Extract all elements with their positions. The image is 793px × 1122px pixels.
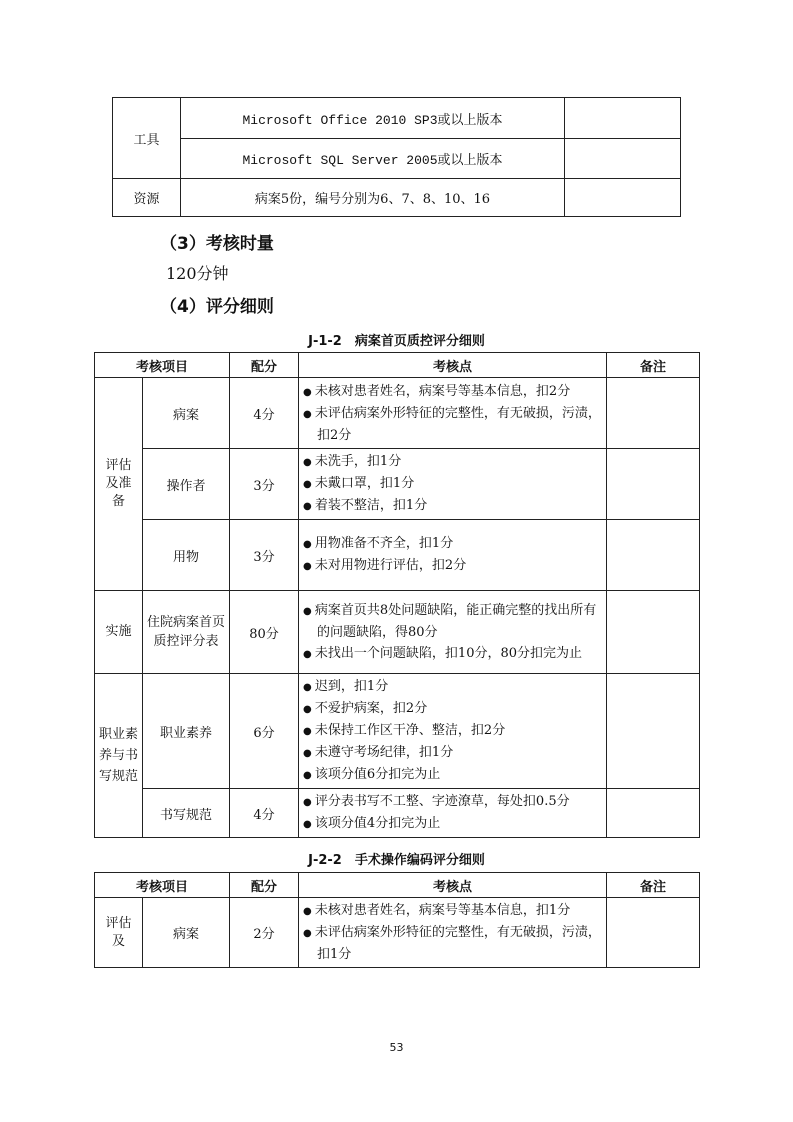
header-score: 配分	[230, 353, 299, 378]
score: 2分	[230, 898, 299, 968]
score: 4分	[230, 378, 299, 449]
group-assessment: 评估及	[95, 898, 143, 968]
header-item: 考核项目	[95, 873, 230, 898]
item: 病案	[143, 898, 230, 968]
points	[299, 789, 607, 838]
item: 操作者	[143, 449, 230, 520]
points	[299, 898, 607, 968]
item: 书写规范	[143, 789, 230, 838]
point: ● 未遵守考场纪律，扣1分	[303, 742, 602, 764]
point: ● 未核对患者姓名，病案号等基本信息，扣1分	[303, 900, 602, 922]
group-implementation: 实施	[95, 591, 143, 674]
group-assessment: 评估及准备	[95, 378, 143, 591]
table1-caption: J-1-2 病案首页质控评分细则	[308, 334, 485, 349]
point: ● 未找出一个问题缺陷，扣10分，80分扣完为止	[303, 643, 602, 665]
point: ● 该项分值6分扣完为止	[303, 764, 602, 786]
notes	[607, 898, 700, 968]
item: 病案	[143, 378, 230, 449]
notes	[607, 674, 700, 789]
empty-cell	[565, 179, 681, 217]
empty-cell	[565, 139, 681, 179]
scoring-table-1	[94, 352, 700, 838]
section-3-heading: （3）考核时量	[160, 234, 274, 254]
header-item: 考核项目	[95, 353, 230, 378]
header-points: 考核点	[299, 873, 607, 898]
notes	[607, 789, 700, 838]
environment-table	[112, 97, 681, 217]
point: ● 未对用物进行评估，扣2分	[303, 555, 602, 577]
score: 80分	[230, 591, 299, 674]
point: ● 该项分值4分扣完为止	[303, 813, 602, 835]
page-number: 53	[389, 1041, 404, 1054]
point: ● 用物准备不齐全，扣1分	[303, 533, 602, 555]
item: 用物	[143, 520, 230, 591]
tool-sql-server: Microsoft SQL Server 2005或以上版本	[181, 139, 565, 179]
header-points: 考核点	[299, 353, 607, 378]
tools-label: 工具	[113, 98, 181, 179]
points	[299, 674, 607, 789]
score: 3分	[230, 520, 299, 591]
header-notes: 备注	[607, 353, 700, 378]
point: ● 病案首页共8处问题缺陷，能正确完整的找出所有的问题缺陷，得80分	[303, 600, 602, 643]
header-notes: 备注	[607, 873, 700, 898]
point: ● 未评估病案外形特征的完整性，有无破损，污渍，扣1分	[303, 922, 602, 965]
points	[299, 449, 607, 520]
point: ● 迟到，扣1分	[303, 676, 602, 698]
resources-label: 资源	[113, 179, 181, 217]
point: ● 评分表书写不工整、字迹潦草，每处扣0.5分	[303, 791, 602, 813]
point: ● 未评估病案外形特征的完整性，有无破损，污渍，扣2分	[303, 403, 602, 446]
resources-value: 病案5份，编号分别为6、7、8、10、16	[181, 179, 565, 217]
notes	[607, 378, 700, 449]
point: ● 未核对患者姓名，病案号等基本信息，扣2分	[303, 381, 602, 403]
item: 住院病案首页质控评分表	[143, 591, 230, 674]
group-professionalism: 职业素养与书写规范	[95, 674, 143, 838]
notes	[607, 449, 700, 520]
section-3-body: 120分钟	[166, 264, 229, 283]
points	[299, 520, 607, 591]
notes	[607, 591, 700, 674]
score: 6分	[230, 674, 299, 789]
point: ● 未洗手，扣1分	[303, 451, 602, 473]
notes	[607, 520, 700, 591]
table2-caption: J-2-2 手术操作编码评分细则	[308, 853, 485, 868]
point: ● 未戴口罩，扣1分	[303, 473, 602, 495]
score: 3分	[230, 449, 299, 520]
point: ● 未保持工作区干净、整洁，扣2分	[303, 720, 602, 742]
scoring-table-2	[94, 872, 700, 968]
points	[299, 591, 607, 674]
section-4-heading: （4）评分细则	[160, 297, 274, 317]
points	[299, 378, 607, 449]
point: ● 不爱护病案，扣2分	[303, 698, 602, 720]
tool-office: Microsoft Office 2010 SP3或以上版本	[181, 98, 565, 139]
score: 4分	[230, 789, 299, 838]
header-score: 配分	[230, 873, 299, 898]
empty-cell	[565, 98, 681, 139]
point: ● 着装不整洁，扣1分	[303, 495, 602, 517]
item: 职业素养	[143, 674, 230, 789]
